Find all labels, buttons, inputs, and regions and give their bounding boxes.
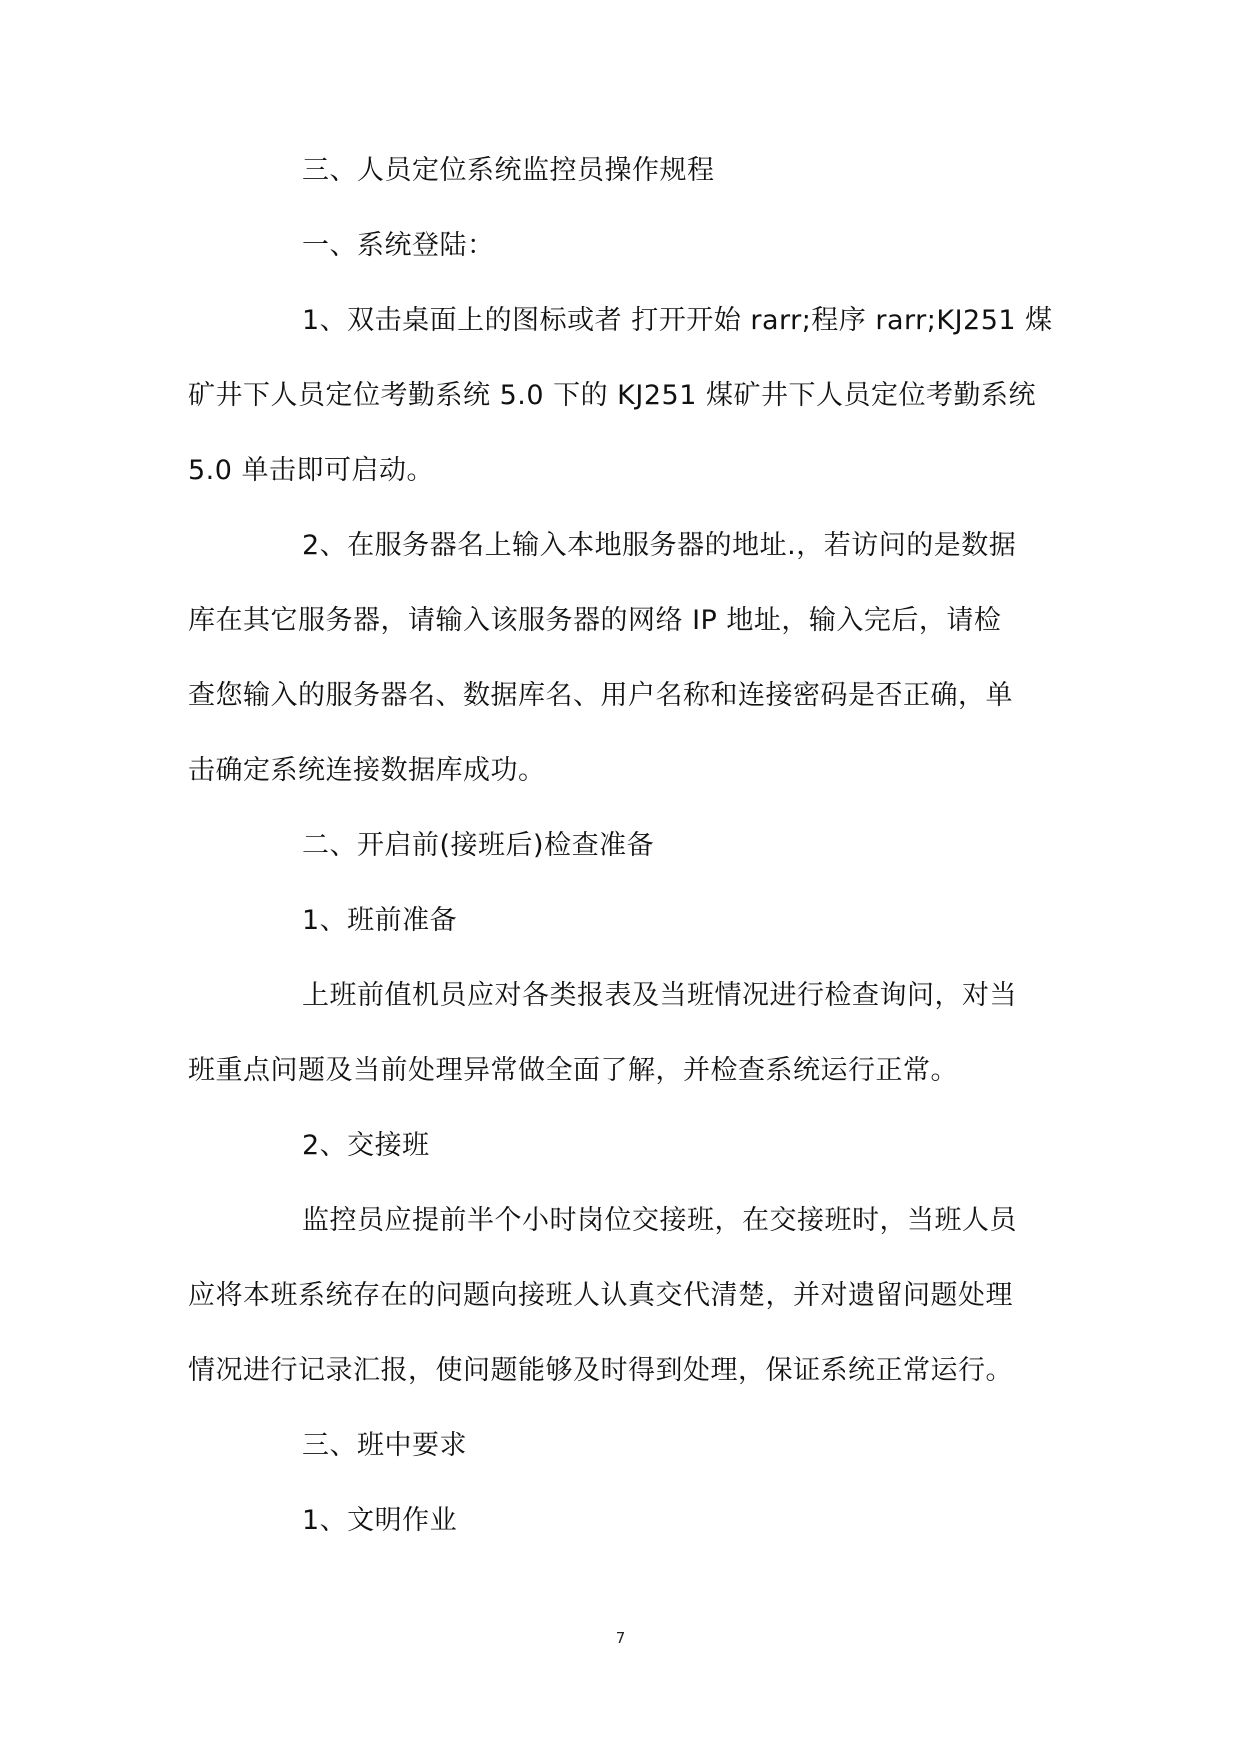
section-heading: 三、人员定位系统监控员操作规程	[302, 155, 715, 186]
paragraph-line: 矿井下人员定位考勤系统 5.0 下的 KJ251 煤矿井下人员定位考勤系统	[188, 380, 1036, 411]
paragraph-line: 监控员应提前半个小时岗位交接班，在交接班时，当班人员	[302, 1205, 1017, 1236]
item-heading: 2、交接班	[302, 1130, 430, 1161]
paragraph-line: 2、在服务器名上输入本地服务器的地址.，若访问的是数据	[302, 530, 1017, 561]
paragraph-line: 库在其它服务器，请输入该服务器的网络 IP 地址，输入完后，请检	[188, 605, 1002, 636]
page-number: 7	[615, 1629, 626, 1647]
subsection-heading: 二、开启前(接班后)检查准备	[302, 830, 655, 861]
paragraph-line: 击确定系统连接数据库成功。	[188, 755, 546, 786]
item-heading: 1、文明作业	[302, 1505, 458, 1536]
paragraph-line: 情况进行记录汇报，使问题能够及时得到处理，保证系统正常运行。	[188, 1355, 1013, 1386]
paragraph-line: 1、双击桌面上的图标或者 打开开始 rarr;程序 rarr;KJ251 煤	[302, 305, 1053, 336]
paragraph-line: 查您输入的服务器名、数据库名、用户名称和连接密码是否正确，单	[188, 680, 1013, 711]
item-heading: 1、班前准备	[302, 905, 458, 936]
paragraph-line: 班重点问题及当前处理异常做全面了解，并检查系统运行正常。	[188, 1055, 958, 1086]
subsection-heading: 三、班中要求	[302, 1430, 467, 1461]
paragraph-line: 上班前值机员应对各类报表及当班情况进行检查询问，对当	[302, 980, 1017, 1011]
subsection-heading: 一、系统登陆：	[302, 230, 495, 261]
paragraph-line: 应将本班系统存在的问题向接班人认真交代清楚，并对遗留问题处理	[188, 1280, 1013, 1311]
paragraph-line: 5.0 单击即可启动。	[188, 455, 435, 486]
